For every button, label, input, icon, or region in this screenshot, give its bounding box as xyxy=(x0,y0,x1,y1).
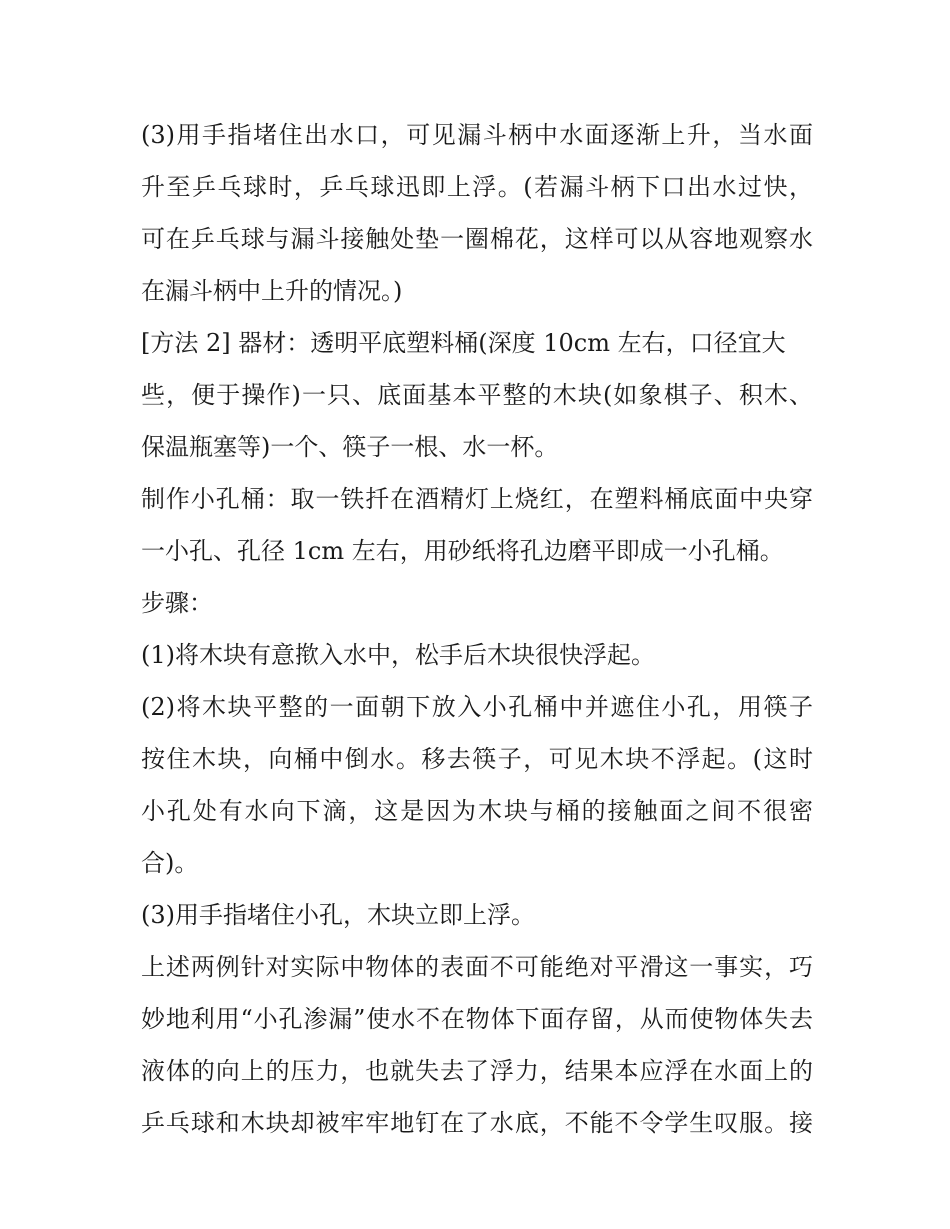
text-line: 步骤： xyxy=(141,589,213,617)
text-line: (3)用手指堵住出水口，可见漏斗柄中水面逐渐上升，当水面 xyxy=(141,121,813,149)
text-line: 上述两例针对实际中物体的表面不可能绝对平滑这一事实，巧 xyxy=(141,953,813,981)
text-line: 一小孔、孔径 1cm 左右，用砂纸将孔边磨平即成一小孔桶。 xyxy=(141,537,784,565)
text-line: 制作小孔桶：取一铁扦在酒精灯上烧红，在塑料桶底面中央穿 xyxy=(141,485,813,513)
text-line: [方法 2] 器材：透明平底塑料桶(深度 10cm 左右，口径宜大 xyxy=(141,329,786,357)
text-line: 可在乒乓球与漏斗接触处垫一圈棉花，这样可以从容地观察水 xyxy=(141,225,813,253)
text-line: 液体的向上的压力，也就失去了浮力，结果本应浮在水面上的 xyxy=(141,1057,813,1085)
text-line: 在漏斗柄中上升的情况。) xyxy=(141,277,403,305)
text-line: 按住木块，向桶中倒水。移去筷子，可见木块不浮起。(这时 xyxy=(141,745,813,773)
text-line: (2)将木块平整的一面朝下放入小孔桶中并遮住小孔，用筷子 xyxy=(141,693,813,721)
document-body xyxy=(141,109,821,1149)
text-line: 合)。 xyxy=(141,849,199,877)
text-line: 升至乒乓球时，乒乓球迅即上浮。(若漏斗柄下口出水过快， xyxy=(141,173,813,201)
text-line: (1)将木块有意揿入水中，松手后木块很快浮起。 xyxy=(141,641,655,669)
text-line: 小孔处有水向下滴，这是因为木块与桶的接触面之间不很密 xyxy=(141,797,813,825)
text-line: 些，便于操作)一只、底面基本平整的木块(如象棋子、积木、 xyxy=(141,381,813,409)
text-line: 保温瓶塞等)一个、筷子一根、水一杯。 xyxy=(141,433,559,461)
text-line: (3)用手指堵住小孔，木块立即上浮。 xyxy=(141,901,535,929)
text-line: 乒乓球和木块却被牢牢地钉在了水底，不能不令学生叹服。接 xyxy=(141,1109,813,1137)
text-line: 妙地利用“小孔渗漏”使水不在物体下面存留，从而使物体失去 xyxy=(141,1005,813,1033)
